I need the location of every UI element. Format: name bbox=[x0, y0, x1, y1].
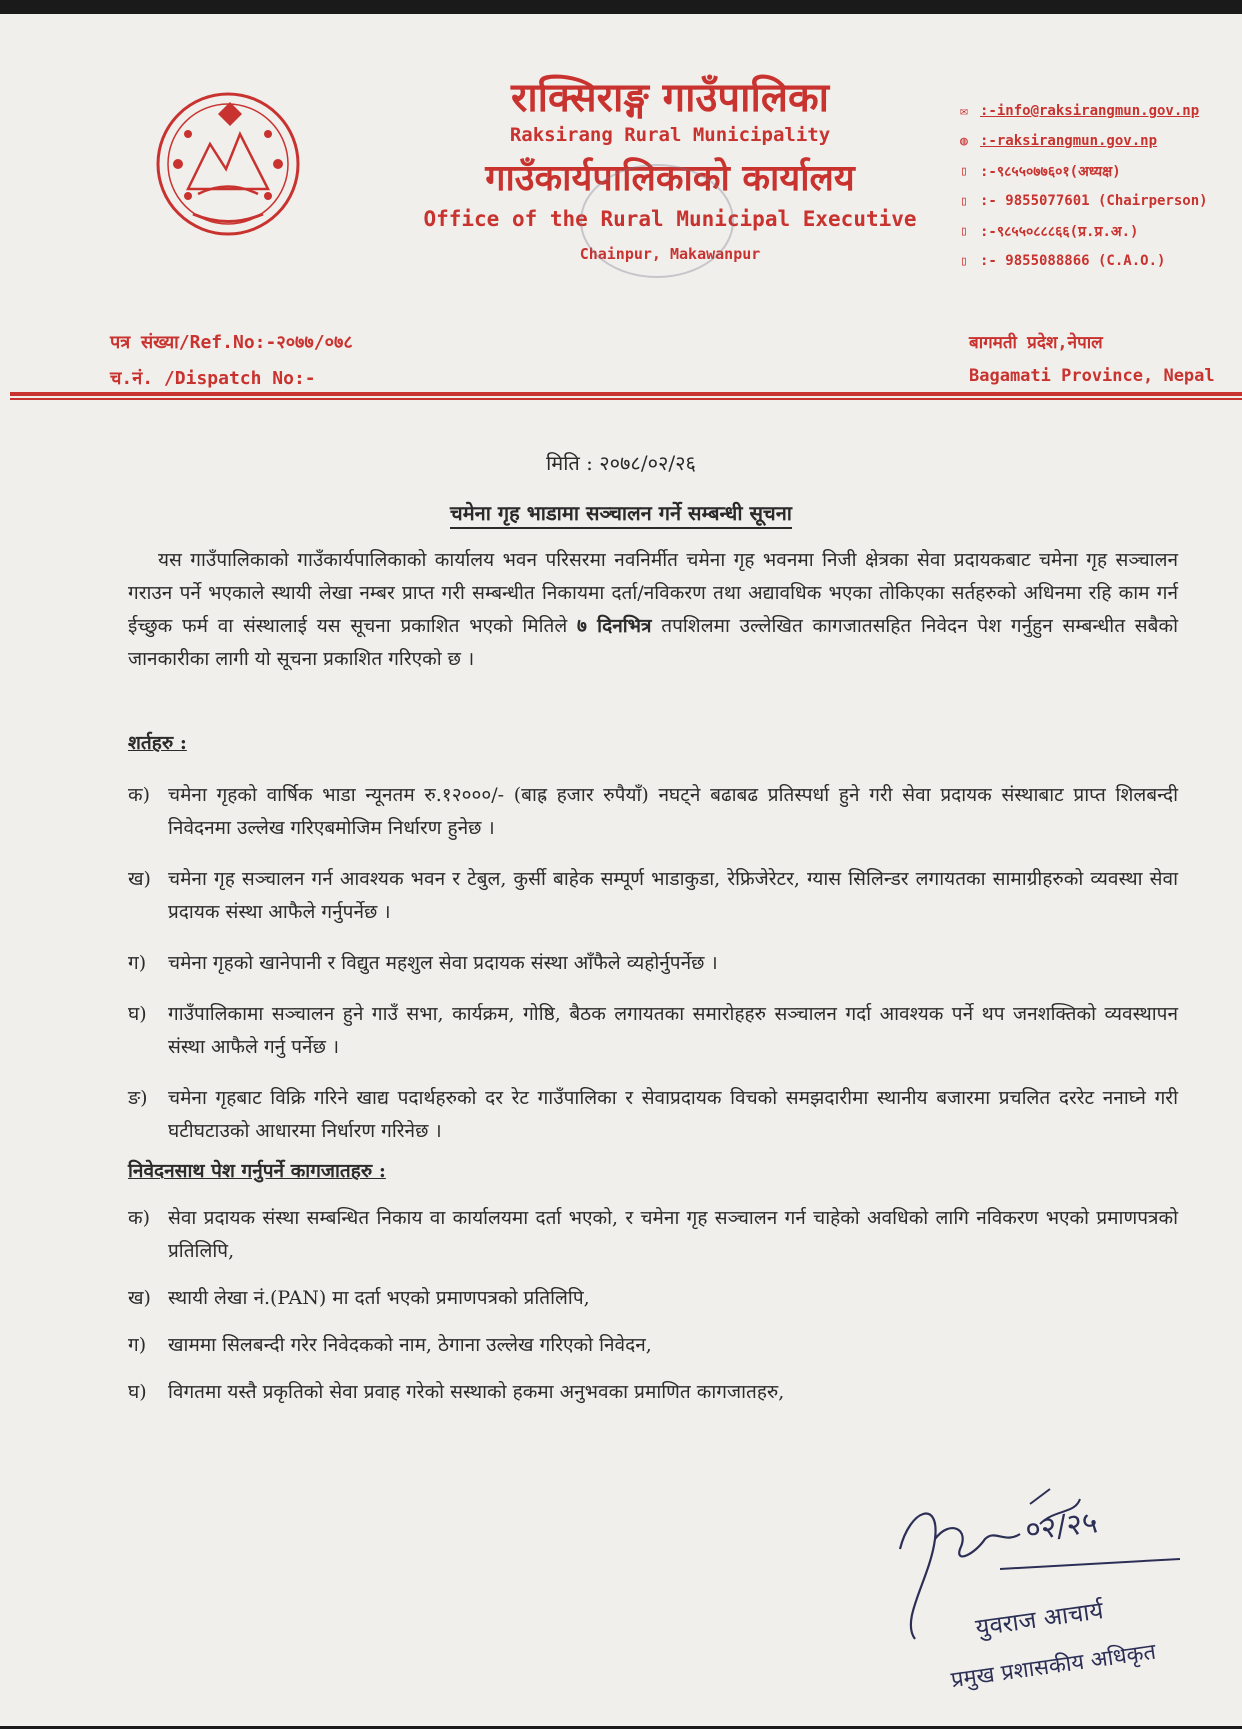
phone-icon: ▯ bbox=[960, 253, 968, 269]
contact-list bbox=[960, 96, 1242, 276]
letter-page bbox=[0, 14, 1242, 1726]
documents-list bbox=[128, 1202, 1178, 1423]
ref-number: पत्र संख्या/Ref.No:-२०७७/०७८ bbox=[110, 332, 353, 353]
contact-website[interactable]: ◍ :-raksirangmun.gov.np bbox=[960, 133, 1158, 149]
intro-paragraph: यस गाउँपालिकाको गाउँकार्यपालिकाको कार्यालय भवन परिसरमा नवनिर्मीत चमेना गृह भवनमा निजी क्षेत्रका सेवा प्रदायकबाट चमेना गृह सञ्चालन गराउन पर्ने भएकाले स्थायी लेखा नम्बर प्राप्त गरी सम्बन्धीत निकायमा दर्ता/नविकरण तथा अद्यावधिक भएका तोकिएका सर्तहरुको अधिनमा रहि काम गर्न ईच्छुक फर्म वा संस्थालाई यस सूचना प्रकाशित भएको मितिले ७ दिनभित्र तपशिलमा उल्लेखित कागजातसहित निवेदन पेश गर्नुहुन सम्बन्धीत सबैको जानकारीका लागी यो सूचना प्रकाशित गरिएको छ । bbox=[128, 549, 1178, 670]
list-item: क) सेवा प्रदायक संस्था सम्बन्धित निकाय वा कार्यालयमा दर्ता भएको, र चमेना गृह सञ्चालन गर्न चाहेको अवधिको लागि नविकरण भएको प्रमाणपत्रको प्रतिलिपि, bbox=[128, 1207, 1178, 1262]
office-name-ne: गाउँकार्यपालिकाको कार्यालय bbox=[485, 157, 855, 199]
contact-phone-chair-ne: ▯ :-९८५५०७७६०१(अध्यक्ष) bbox=[960, 163, 1121, 180]
list-item: घ) विगतमा यस्तै प्रकृतिको सेवा प्रवाह गरेको सस्थाको हकमा अनुभवका प्रमाणित कागजातहरु, bbox=[128, 1381, 785, 1403]
list-item: ङ) चमेना गृहबाट विक्रि गरिने खाद्य पदार्थहरुको दर रेट गाउँपालिका र सेवाप्रदायक विचको समझदारीमा स्थानीय बजारमा प्रचलित दररेट ननाघ्ने गरी घटीघटाउको आधारमा निर्धारण गरिनेछ । bbox=[128, 1087, 1178, 1142]
signature-date: ०२/२५ bbox=[1023, 1505, 1100, 1548]
deadline-highlight: ७ दिनभित्र bbox=[576, 615, 652, 637]
municipality-name-ne: राक्सिराङ्ग गाउँपालिका bbox=[510, 74, 830, 121]
phone-icon: ▯ bbox=[960, 223, 968, 239]
contact-phone-chair-en: ▯ :- 9855077601 (Chairperson) bbox=[960, 193, 1208, 209]
list-item: ख) चमेना गृह सञ्चालन गर्न आवश्यक भवन र टेबुल, कुर्सी बाहेक सम्पूर्ण भाडाकुडा, रेफ्रिजेरेटर, ग्यास सिलिन्डर लगायतका सामाग्रीहरुको व्यवस्था सेवा प्रदायक संस्था आफैले गर्नुपर्नेछ । bbox=[128, 868, 1178, 923]
globe-icon: ◍ bbox=[960, 133, 968, 149]
office-address: Chainpur, Makawanpur bbox=[579, 245, 761, 263]
nepal-emblem-logo bbox=[148, 84, 308, 244]
list-item: क) चमेना गृहको वार्षिक भाडा न्यूनतम रु.१२०००/- (बाह्र हजार रुपैयाँ) नघट्ने बढाबढ प्रतिस्पर्धा हुने गरी सेवा प्रदायक संस्थाबाट प्राप्त शिलबन्दी निवेदनमा उल्लेख गरिएबमोजिम निर्धारण हुनेछ । bbox=[128, 784, 1178, 839]
contact-email[interactable]: ✉ :-info@raksirangmun.gov.np bbox=[960, 103, 1200, 119]
contact-phone-cao-en: ▯ :- 9855088866 (C.A.O.) bbox=[960, 253, 1166, 269]
conditions-heading: शर्तहरु : bbox=[128, 732, 187, 754]
email-icon: ✉ bbox=[960, 103, 968, 119]
conditions-list bbox=[128, 779, 1178, 1166]
list-item: ग) चमेना गृहको खानेपानी र विद्युत महशुल सेवा प्रदायक संस्था आँफैले व्यहोर्नुपर्नेछ । bbox=[128, 952, 718, 974]
letter-date: मिति : २०७८/०२/२६ bbox=[546, 451, 696, 475]
municipality-name-en: Raksirang Rural Municipality bbox=[509, 124, 831, 146]
office-stamp bbox=[580, 164, 734, 278]
province-ne: बागमती प्रदेश,नेपाल bbox=[969, 333, 1103, 353]
documents-heading: निवेदनसाथ पेश गर्नुपर्ने कागजातहरु : bbox=[128, 1160, 386, 1182]
list-item: घ) गाउँपालिकामा सञ्चालन हुने गाउँ सभा, कार्यक्रम, गोष्ठि, बैठक लगायतका समारोहहरु सञ्चालन गर्दा आवश्यक पर्ने थप जनशक्तिको व्यवस्थापन संस्था आफैले गर्नु पर्नेछ । bbox=[128, 1003, 1178, 1058]
dispatch-number: च.नं. /Dispatch No:- bbox=[110, 368, 316, 389]
list-item: ख) स्थायी लेखा नं.(PAN) मा दर्ता भएको प्रमाणपत्रको प्रतिलिपि, bbox=[128, 1287, 590, 1309]
header-divider-thin bbox=[10, 398, 1242, 400]
signatory-title: प्रमुख प्रशासकीय अधिकृत bbox=[949, 1639, 1158, 1694]
province-en: Bagamati Province, Nepal bbox=[969, 366, 1215, 386]
list-item: ग) खाममा सिलबन्दी गरेर निवेदकको नाम, ठेगाना उल्लेख गरिएको निवेदन, bbox=[128, 1334, 652, 1356]
contact-phone-cao-ne: ▯ :-९८५५०८८८६६(प्र.प्र.अ.) bbox=[960, 223, 1139, 240]
signatory-name: युवराज आचार्य bbox=[973, 1596, 1106, 1642]
phone-icon: ▯ bbox=[960, 193, 968, 209]
header-divider bbox=[10, 392, 1242, 396]
phone-icon: ▯ bbox=[960, 163, 968, 179]
office-name-en: Office of the Rural Municipal Executive bbox=[423, 207, 917, 231]
subject-line: चमेना गृह भाडामा सञ्चालन गर्ने सम्बन्धी सूचना bbox=[0, 499, 1242, 526]
